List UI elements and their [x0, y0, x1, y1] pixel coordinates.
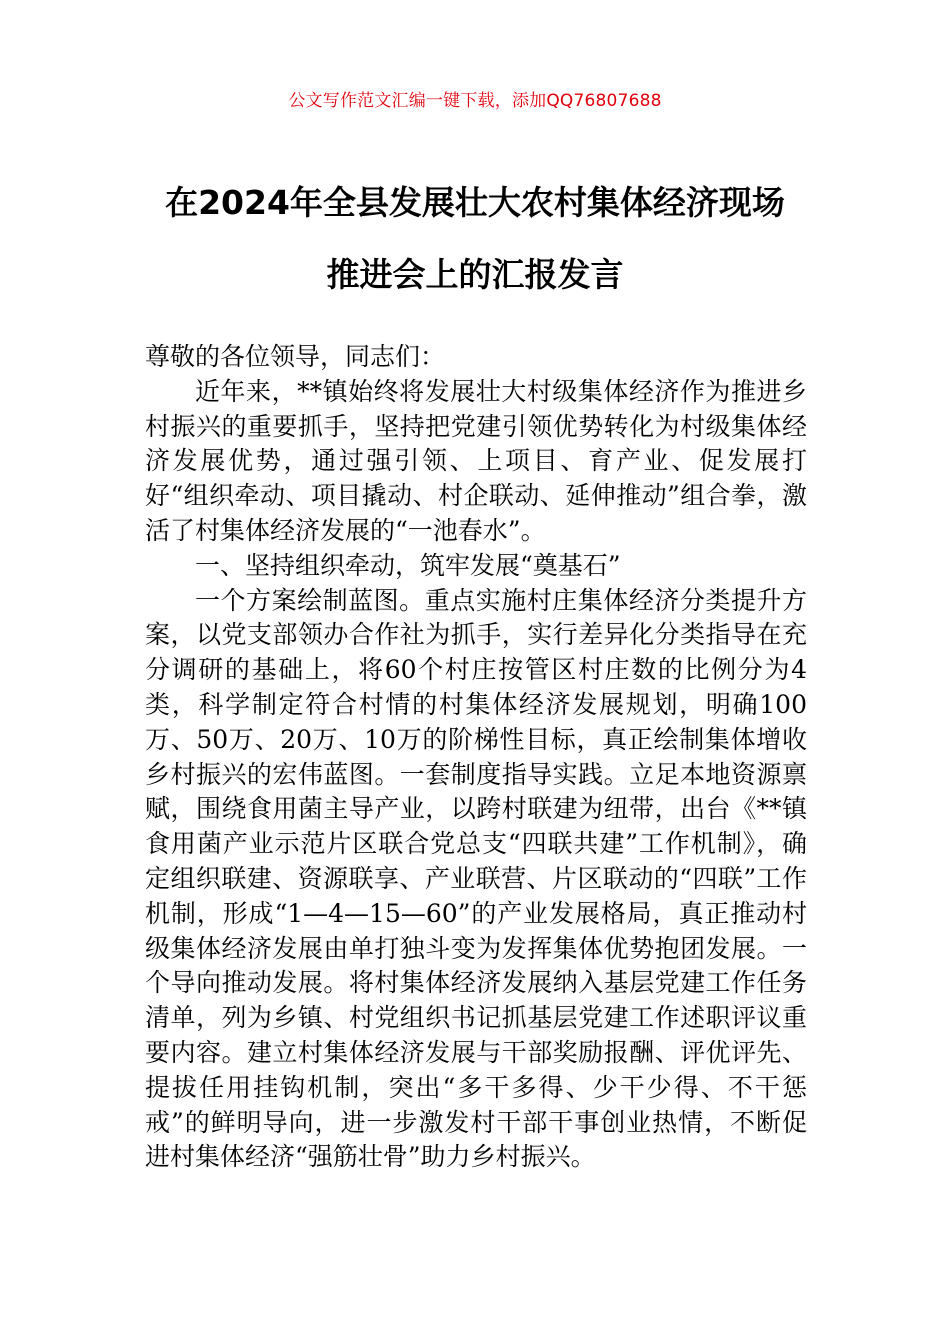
- salutation: 尊敬的各位领导，同志们：: [145, 342, 446, 371]
- intro-paragraph: 近年来，**镇始终将发展壮大村级集体经济作为推进乡村振兴的重要抓手，坚持把党建引领优势转化为村级集体经济发展优势，通过强引领、上项目、育产业、促发展打好“组织牵动、项目撬动、村企联动、延伸推动”组合拳，激活了村集体经济发展的“一池春水”。: [145, 376, 807, 545]
- section-heading: 一、坚持组织牵动，筑牢发展“奠基石”: [195, 550, 621, 580]
- section-paragraph: 一个方案绘制蓝图。重点实施村庄集体经济分类提升方案，以党支部领办合作社为抓手，实行差异化分类指导在充分调研的基础上，将60个村庄按管区村庄数的比例分为4类，科学制定符合村情的村集体经济发展规划，明确100万、50万、20万、10万的阶梯性目标，真正绘制集体增收乡村振兴的宏伟蓝图。一套制度指导实践。立足本地资源禀赋，围绕食用菌主导产业，以跨村联建为纽带，出台《**镇食用菌产业示范片区联合党总支“四联共建”工作机制》，确定组织联建、资源联享、产业联营、片区联动的“四联”工作机制，形成“1—4—15—60”的产业发展格局，真正推动村级集体经济发展由单打独斗变为发挥集体优势抱团发展。一个导向推动发展。将村集体经济发展纳入基层党建工作任务清单，列为乡镇、村党组织书记抓基层党建工作述职评议重要内容。建立村集体经济发展与干部奖励报酬、评优评先、提拔任用挂钩机制，突出“多干多得、少干少得、不干惩戒”的鲜明导向，进一步激发村干部干事创业热情，不断促进村集体经济“强筋壮骨”助力乡村振兴。: [145, 585, 807, 1172]
- watermark-ad: 公文写作范文汇编一键下载，添加QQ76807688: [288, 91, 662, 111]
- document-body: [145, 340, 807, 1175]
- document-title-line-1: 在2024年全县发展壮大农村集体经济现场: [165, 183, 785, 222]
- document-title-line-2: 推进会上的汇报发言: [326, 255, 624, 294]
